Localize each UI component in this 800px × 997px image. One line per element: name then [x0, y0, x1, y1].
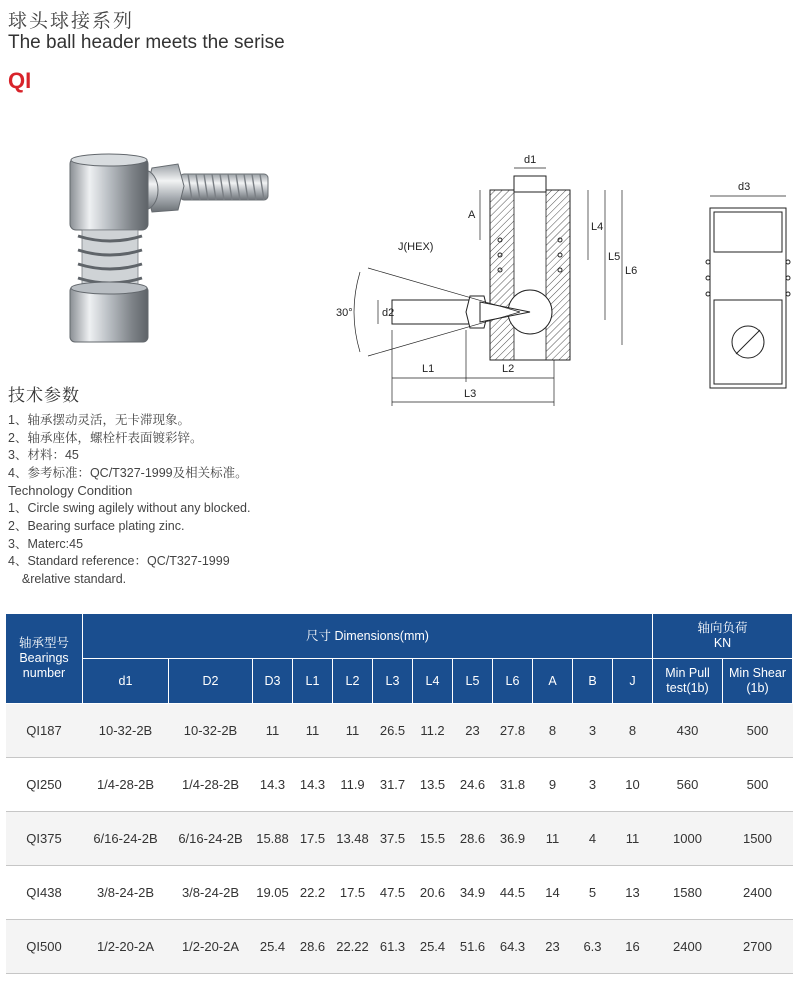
spec-line-en: &relative standard. [8, 571, 127, 586]
label-d2: d2 [382, 307, 395, 319]
col-header-min-pull: Min Pull test(1b) [653, 659, 723, 704]
table-row [6, 920, 793, 974]
value-cell: 31.7 [373, 758, 413, 812]
label-l5: L5 [608, 251, 621, 263]
value-cell: 31.8 [493, 758, 533, 812]
value-cell: 1/2-20-2A [169, 920, 253, 974]
value-cell: 19.05 [253, 866, 293, 920]
spec-line-en: 2、Bearing surface plating zinc. [8, 518, 185, 533]
value-cell: 8 [533, 704, 573, 758]
value-cell: 26.5 [373, 704, 413, 758]
value-cell: 500 [723, 704, 793, 758]
value-cell: 1/4-28-2B [169, 758, 253, 812]
value-cell: 10 [613, 758, 653, 812]
table-row [6, 704, 793, 758]
value-cell: 3/8-24-2B [169, 866, 253, 920]
value-cell: 14.3 [293, 758, 333, 812]
model-cell: QI375 [6, 812, 83, 866]
col-header: L4 [413, 659, 453, 704]
value-cell: 14 [533, 866, 573, 920]
value-cell: 10-32-2B [169, 704, 253, 758]
value-cell: 2700 [723, 920, 793, 974]
value-cell: 430 [653, 704, 723, 758]
value-cell: 6.3 [573, 920, 613, 974]
spec-line-en: 1、Circle swing agilely without any blocked. [8, 501, 251, 516]
label-l6: L6 [625, 265, 638, 277]
spec-line-cn: 4、参考标准：QC/T327-1999及相关标准。 [8, 465, 248, 480]
value-cell: 560 [653, 758, 723, 812]
header-axial-load: 轴向负荷 KN [653, 614, 793, 659]
value-cell: 15.5 [413, 812, 453, 866]
dimensions-table [5, 613, 793, 974]
spec-line-cn: 2、轴承座体，螺栓杆表面镀彩锌。 [8, 430, 203, 445]
col-header: B [573, 659, 613, 704]
tech-specs [8, 381, 428, 588]
page-title-cn: 球头球接系列 [8, 11, 135, 32]
label-l4: L4 [591, 221, 604, 233]
value-cell: 11.9 [333, 758, 373, 812]
value-cell: 13.5 [413, 758, 453, 812]
value-cell: 10-32-2B [83, 704, 169, 758]
spec-line-en: 3、Materc:45 [8, 536, 84, 551]
value-cell: 14.3 [253, 758, 293, 812]
col-header: d1 [83, 659, 169, 704]
value-cell: 17.5 [333, 866, 373, 920]
label-a: A [468, 209, 476, 221]
model-cell: QI187 [6, 704, 83, 758]
value-cell: 1580 [653, 866, 723, 920]
table-row [6, 758, 793, 812]
label-l1: L1 [422, 363, 435, 375]
value-cell: 61.3 [373, 920, 413, 974]
value-cell: 51.6 [453, 920, 493, 974]
header-model: 轴承型号 Bearings number [6, 614, 83, 704]
col-header: D2 [169, 659, 253, 704]
value-cell: 23 [453, 704, 493, 758]
label-j-hex: J(HEX) [398, 241, 434, 253]
value-cell: 37.5 [373, 812, 413, 866]
value-cell: 47.5 [373, 866, 413, 920]
value-cell: 28.6 [453, 812, 493, 866]
model-cell: QI500 [6, 920, 83, 974]
model-cell: QI438 [6, 866, 83, 920]
value-cell: 13.48 [333, 812, 373, 866]
col-header: L5 [453, 659, 493, 704]
value-cell: 6/16-24-2B [83, 812, 169, 866]
col-header: L2 [333, 659, 373, 704]
value-cell: 1000 [653, 812, 723, 866]
value-cell: 23 [533, 920, 573, 974]
page-title-en: The ball header meets the serise [8, 32, 285, 53]
label-l2: L2 [502, 363, 515, 375]
label-d1: d1 [524, 154, 537, 166]
spec-line-en: 4、Standard reference：QC/T327-1999 [8, 554, 230, 569]
value-cell: 9 [533, 758, 573, 812]
value-cell: 11 [533, 812, 573, 866]
label-l3: L3 [464, 388, 477, 400]
spec-line-cn: 3、材料：45 [8, 448, 79, 463]
value-cell: 500 [723, 758, 793, 812]
value-cell: 22.2 [293, 866, 333, 920]
value-cell: 15.88 [253, 812, 293, 866]
value-cell: 17.5 [293, 812, 333, 866]
spec-title-cn: 技术参数 [8, 386, 80, 405]
model-cell: QI250 [6, 758, 83, 812]
value-cell: 24.6 [453, 758, 493, 812]
col-header: J [613, 659, 653, 704]
value-cell: 16 [613, 920, 653, 974]
value-cell: 1/4-28-2B [83, 758, 169, 812]
technical-drawing [330, 150, 800, 415]
col-header: L3 [373, 659, 413, 704]
value-cell: 6/16-24-2B [169, 812, 253, 866]
col-header-min-shear: Min Shear (1b) [723, 659, 793, 704]
value-cell: 2400 [653, 920, 723, 974]
value-cell: 11 [613, 812, 653, 866]
value-cell: 28.6 [293, 920, 333, 974]
value-cell: 25.4 [413, 920, 453, 974]
table-row [6, 866, 793, 920]
value-cell: 3/8-24-2B [83, 866, 169, 920]
value-cell: 1/2-20-2A [83, 920, 169, 974]
value-cell: 11.2 [413, 704, 453, 758]
col-header: L1 [293, 659, 333, 704]
value-cell: 34.9 [453, 866, 493, 920]
value-cell: 22.22 [333, 920, 373, 974]
col-header: A [533, 659, 573, 704]
value-cell: 3 [573, 704, 613, 758]
value-cell: 64.3 [493, 920, 533, 974]
value-cell: 44.5 [493, 866, 533, 920]
value-cell: 20.6 [413, 866, 453, 920]
col-header: D3 [253, 659, 293, 704]
value-cell: 11 [333, 704, 373, 758]
label-angle: 30° [336, 307, 353, 319]
table-row [6, 812, 793, 866]
value-cell: 5 [573, 866, 613, 920]
value-cell: 11 [293, 704, 333, 758]
value-cell: 27.8 [493, 704, 533, 758]
value-cell: 11 [253, 704, 293, 758]
spec-line-cn: 1、轴承摆动灵活，无卡滞现象。 [8, 413, 190, 427]
spec-title-en: Technology Condition [8, 483, 133, 499]
col-header: L6 [493, 659, 533, 704]
label-d3: d3 [738, 181, 751, 193]
value-cell: 3 [573, 758, 613, 812]
product-photo [60, 150, 275, 350]
header-dimensions: 尺寸 Dimensions(mm) [83, 614, 653, 659]
value-cell: 4 [573, 812, 613, 866]
model-code: QI [8, 68, 32, 93]
value-cell: 2400 [723, 866, 793, 920]
value-cell: 1500 [723, 812, 793, 866]
value-cell: 8 [613, 704, 653, 758]
value-cell: 25.4 [253, 920, 293, 974]
value-cell: 36.9 [493, 812, 533, 866]
value-cell: 13 [613, 866, 653, 920]
